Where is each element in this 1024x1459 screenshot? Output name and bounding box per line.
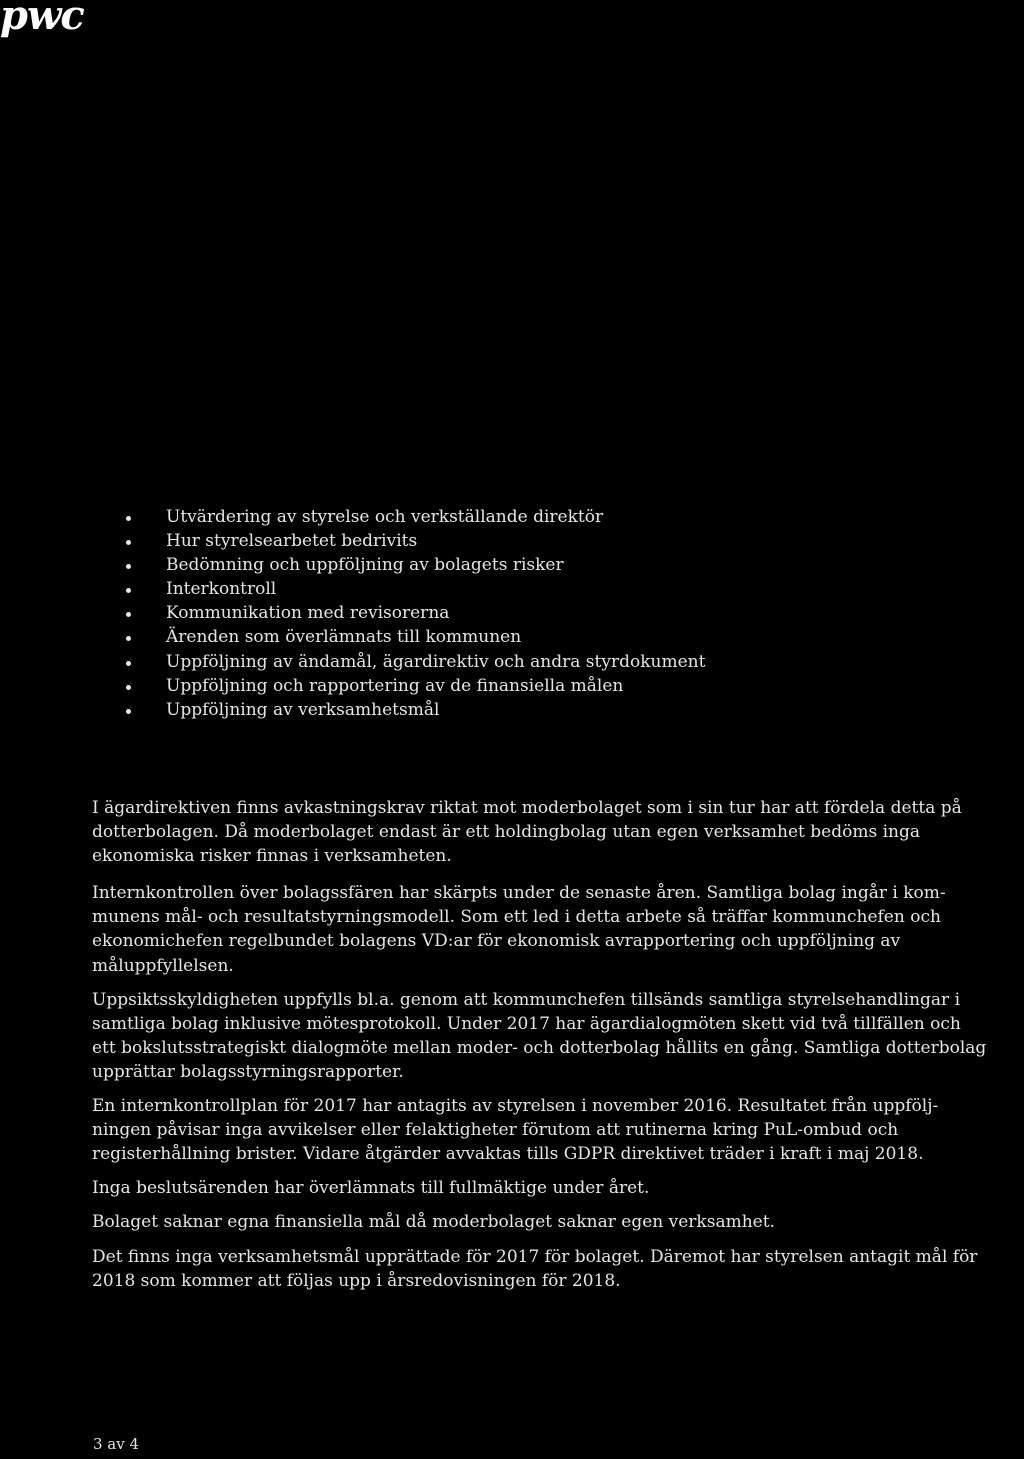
paragraph-line: Inga beslutsärenden har överlämnats till fullmäktige under året.	[92, 1178, 650, 1199]
list-item-text: Bedömning och uppföljning av bolagets risker	[166, 555, 564, 576]
list-item-text: Uppföljning av verksamhetsmål	[166, 699, 440, 720]
paragraph-line: 2018 som kommer att följas upp i årsredovisningen för 2018.	[92, 1270, 621, 1291]
list-item	[120, 577, 705, 601]
paragraph-line: måluppfyllelsen.	[92, 955, 234, 976]
bullet-icon	[126, 685, 131, 690]
list-item-text: Interkontroll	[166, 579, 277, 600]
paragraph-line: I ägardirektiven finns avkastningskrav riktat mot moderbolaget som i sin tur har att fördela detta på	[92, 798, 962, 818]
paragraph-operational-goals	[92, 1245, 1022, 1293]
paragraph-line: upprättar bolagsstyrningsrapporter.	[92, 1061, 404, 1082]
list-item	[120, 650, 705, 674]
paragraph-line: En internkontrollplan för 2017 har antagits av styrelsen i november 2016. Resultatet från uppfölj-	[92, 1096, 939, 1117]
bullet-icon	[126, 636, 131, 641]
list-item	[120, 698, 705, 722]
paragraph-return-requirements	[92, 796, 1022, 868]
list-item-text: Uppföljning och rapportering av de finansiella målen	[166, 675, 624, 696]
review-topics-list	[120, 505, 705, 722]
list-item	[120, 625, 705, 649]
list-item	[120, 553, 705, 577]
paragraph-line: Internkontrollen över bolagssfären har skärpts under de senaste åren. Samtliga bolag ingår i kom-	[92, 883, 946, 904]
bullet-icon	[126, 661, 131, 666]
list-item	[120, 529, 705, 553]
list-item	[120, 674, 705, 698]
bullet-icon	[126, 588, 131, 593]
paragraph-line: ningen påvisar inga avvikelser eller felaktigheter förutom att rutinerna kring PuL-ombud och	[92, 1120, 899, 1141]
bullet-icon	[126, 564, 131, 569]
list-item-text: Ärenden som överlämnats till kommunen	[166, 627, 522, 648]
bullet-icon	[126, 516, 131, 521]
list-item-text: Hur styrelsearbetet bedrivits	[166, 531, 418, 552]
bullet-icon	[126, 709, 131, 714]
pwc-logo: pwc	[0, 0, 84, 39]
list-item	[120, 505, 705, 529]
bullet-icon	[126, 612, 131, 617]
paragraph-control-plan	[92, 1094, 1022, 1166]
paragraph-line: dotterbolagen. Då moderbolaget endast är ett holdingbolag utan egen verksamhet bedöms inga	[92, 822, 920, 843]
paragraph-internal-control	[92, 881, 1022, 977]
paragraph-line: Det finns inga verksamhetsmål upprättade för 2017 för bolaget. Däremot har styrelsen antagit mål för	[92, 1246, 978, 1267]
paragraph-line: ett bokslutsstrategiskt dialogmöte mellan moder- och dotterbolag hållits en gång. Samtliga dotterbolag	[92, 1037, 987, 1058]
paragraph-oversight	[92, 988, 1022, 1084]
paragraph-decisions	[92, 1176, 1022, 1200]
paragraph-line: Bolaget saknar egna finansiella mål då moderbolaget saknar egen verksamhet.	[92, 1212, 775, 1233]
page-number: 3 av 4	[93, 1435, 140, 1453]
paragraph-financial-goals	[92, 1210, 1022, 1234]
paragraph-line: Uppsiktsskyldigheten uppfylls bl.a. genom att kommunchefen tillsänds samtliga styrelsehandlingar i	[92, 989, 961, 1010]
paragraph-line: registerhållning brister. Vidare åtgärder avvaktas tills GDPR direktivet träder i kraft i maj 2018.	[92, 1144, 924, 1165]
paragraph-line: ekonomiska risker finnas i verksamheten.	[92, 846, 452, 867]
bullet-icon	[126, 540, 131, 545]
paragraph-line: ekonomichefen regelbundet bolagens VD:ar för ekonomisk avrapportering och uppföljning av	[92, 931, 901, 952]
list-item-text: Utvärdering av styrelse och verkställande direktör	[166, 507, 604, 527]
list-item	[120, 601, 705, 625]
list-item-text: Uppföljning av ändamål, ägardirektiv och andra styrdokument	[166, 651, 706, 672]
body-text	[92, 796, 1022, 1303]
list-item-text: Kommunikation med revisorerna	[166, 603, 450, 624]
paragraph-line: munens mål- och resultatstyrningsmodell. Som ett led i detta arbete så träffar kommunchefen och	[92, 907, 941, 928]
paragraph-line: samtliga bolag inklusive mötesprotokoll. Under 2017 har ägardialogmöten skett vid två tillfällen och	[92, 1013, 961, 1034]
